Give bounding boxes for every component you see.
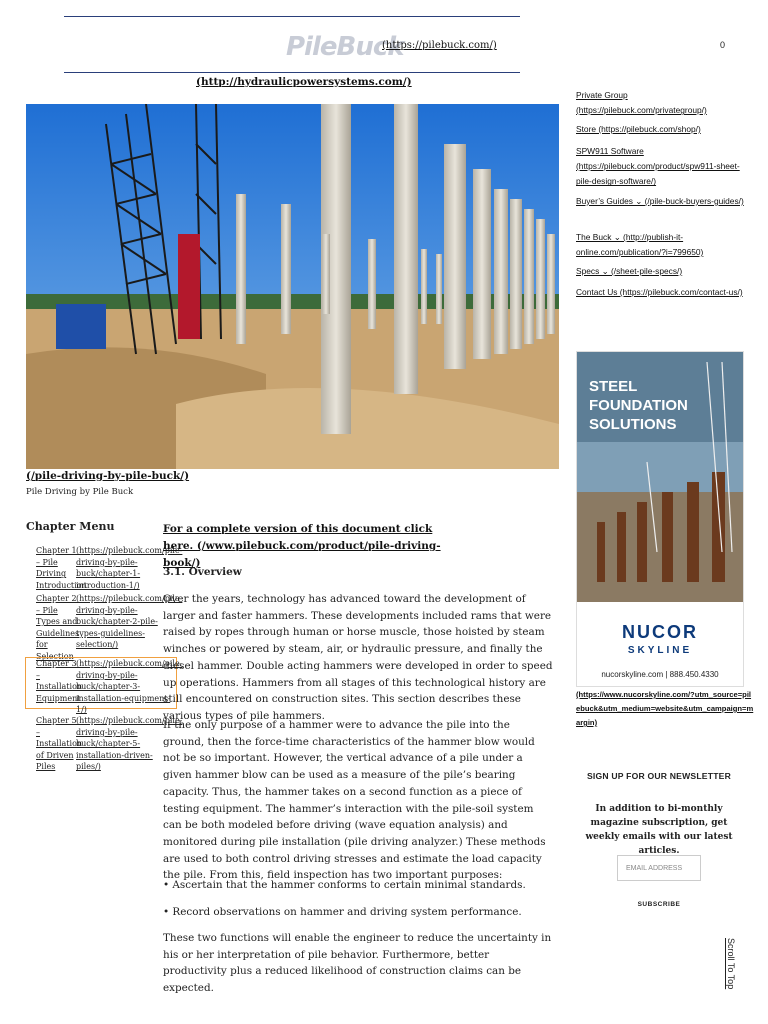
ad-headline-3: SOLUTIONS — [589, 416, 677, 433]
section-heading: 3.1. Overview — [163, 566, 242, 578]
hero-link[interactable]: (/pile-driving-by-pile-buck/) — [26, 470, 190, 482]
ad-headline-1: STEEL — [589, 378, 638, 395]
paragraph-3: These two functions will enable the engineer to reduce the uncertainty in his or her interpretation of pile behavior. Furthermore, better productivity plus a reduced likelihood of construction claims can be expected. — [163, 932, 552, 995]
logo-link[interactable]: (https://pilebuck.com/) — [382, 40, 497, 51]
nucor-ad[interactable] — [576, 351, 744, 687]
chapter-menu-item-4[interactable] — [26, 715, 183, 772]
chapter-url[interactable]: (https://pilebuck.com/pile-driving-by-pile-buck/chapter-5-installation-driven-piles/) — [76, 716, 183, 772]
chapter-url[interactable]: (https://pilebuck.com/pile-driving-by-pile-buck/chapter-3-installation-equipment-1/) — [76, 659, 183, 715]
chapter-menu-item-2[interactable] — [26, 593, 183, 661]
scroll-to-top-link[interactable]: Scroll To Top — [726, 938, 736, 990]
cart-count[interactable]: 0 — [720, 40, 726, 50]
paragraph-1: Over the years, technology has advanced toward the development of larger and faster hammers. These developments included rams that were raised by ropes through human or horse muscle, those hoisted by steam winches or powered by steam, air, or hydraulic pressure, and finally the diesel hammer. Double acting hammers were developed in order to speed up operations. Hammers from all stages of this technological history are still encountered on construction sites. This section describes these various types of pile hammers. — [163, 593, 553, 722]
link-text[interactable]: The Buck ⌄ (http://publish-it-online.com/publication/?i=799650) — [576, 232, 704, 258]
ad-brand: NUCOR — [622, 622, 698, 642]
ad-headline-2: FOUNDATION — [589, 397, 688, 414]
sidebar-link-contact[interactable] — [576, 285, 748, 300]
chapter-menu-item-3[interactable] — [26, 658, 183, 715]
link-text[interactable]: SPW911 Software (https://pilebuck.com/product/spw911-sheet-pile-design-software/) — [576, 146, 740, 187]
chapter-menu-item-1[interactable] — [26, 545, 183, 593]
chapter-url[interactable]: (https://pilebuck.com/pile-driving-by-pile-buck/chapter-1-introduction-1/) — [76, 546, 183, 590]
ad-link[interactable]: (https://www.nucorskyline.com/?utm_source=pilebuck&utm_medium=website&utm_campaign=margin) — [576, 690, 754, 727]
ad-footer: nucorskyline.com | 888.450.4330 — [601, 670, 719, 679]
paragraph-2: If the only purpose of a hammer were to advance the pile into the ground, then the force-time characteristics of the hammer blow would not be so important. However, the vertical advance of a pile under a given hammer blow can be used as a measure of the pile’s bearing capacity. Thus, the hammer takes on a second function as a piece of testing equipment. The hammer’s interaction with the pile-soil system can be both modeled before driving (wave equation analysis) and monitored during pile installation (pile driving analyzer.) These methods are used to both control driving stresses and estimate the load capacity the pile. From this, field inspection has two important purposes: — [163, 719, 546, 882]
link-text[interactable]: Buyer’s Guides ⌄ (/pile-buck-buyers-guides/) — [576, 196, 744, 206]
link-text[interactable]: Store (https://pilebuck.com/shop/) — [576, 124, 701, 134]
email-input[interactable]: EMAIL ADDRESS — [617, 855, 701, 881]
bullet-2: • Record observations on hammer and driving system performance. — [163, 906, 522, 918]
sidebar-link-store[interactable] — [576, 122, 748, 137]
sidebar-link-buyers-guides[interactable] — [576, 194, 748, 209]
hydraulic-banner-link[interactable]: (http://hydraulicpowersystems.com/) — [196, 76, 412, 88]
newsletter-body: In addition to bi-monthly magazine subscription, get weekly emails with our latest articles. — [585, 804, 733, 856]
header-top-rule — [64, 16, 520, 17]
bullet-1: • Ascertain that the hammer conforms to certain minimal standards. — [163, 879, 526, 891]
sidebar-link-the-buck[interactable] — [576, 230, 748, 260]
ad-brand-sub: SKYLINE — [627, 645, 693, 656]
chapter-menu-title: Chapter Menu — [26, 520, 115, 533]
link-text[interactable]: Specs ⌄ (/sheet-pile-specs/) — [576, 266, 683, 276]
chapter-url[interactable]: (https://pilebuck.com/pile-driving-by-pile-buck/chapter-2-pile-types-guidelines-selection/) — [76, 594, 183, 650]
subscribe-button[interactable]: SUBSCRIBE — [637, 901, 681, 908]
link-text[interactable]: Contact Us (https://pilebuck.com/contact-us/) — [576, 287, 743, 297]
complete-version-link[interactable]: For a complete version of this document click here. (/www.pilebuck.com/product/pile-driving-book/) — [163, 523, 441, 569]
chapter-label[interactable]: Chapter 1 – Pile Driving Introduction — [36, 546, 87, 590]
chapter-menu — [26, 540, 183, 772]
sidebar-link-private-group[interactable] — [576, 88, 748, 118]
newsletter-title: SIGN UP FOR OUR NEWSLETTER — [587, 771, 731, 781]
chapter-label[interactable]: Chapter 3 – Installation Equipment — [36, 659, 83, 703]
pilebuck-logo[interactable]: PileBuck — [286, 32, 404, 62]
sidebar-link-spw911[interactable] — [576, 144, 748, 190]
header-bottom-rule — [64, 72, 520, 73]
chapter-label[interactable]: Chapter 5 – Installation of Driven Piles — [36, 716, 83, 772]
hero-caption: Pile Driving by Pile Buck — [26, 487, 134, 497]
link-text[interactable]: Private Group (https://pilebuck.com/privategroup/) — [576, 90, 707, 116]
sidebar-link-specs[interactable] — [576, 264, 748, 279]
pile-driving-photo[interactable] — [26, 104, 559, 469]
chapter-label[interactable]: Chapter 2 – Pile Types and Guidelines for Selection — [36, 594, 80, 661]
